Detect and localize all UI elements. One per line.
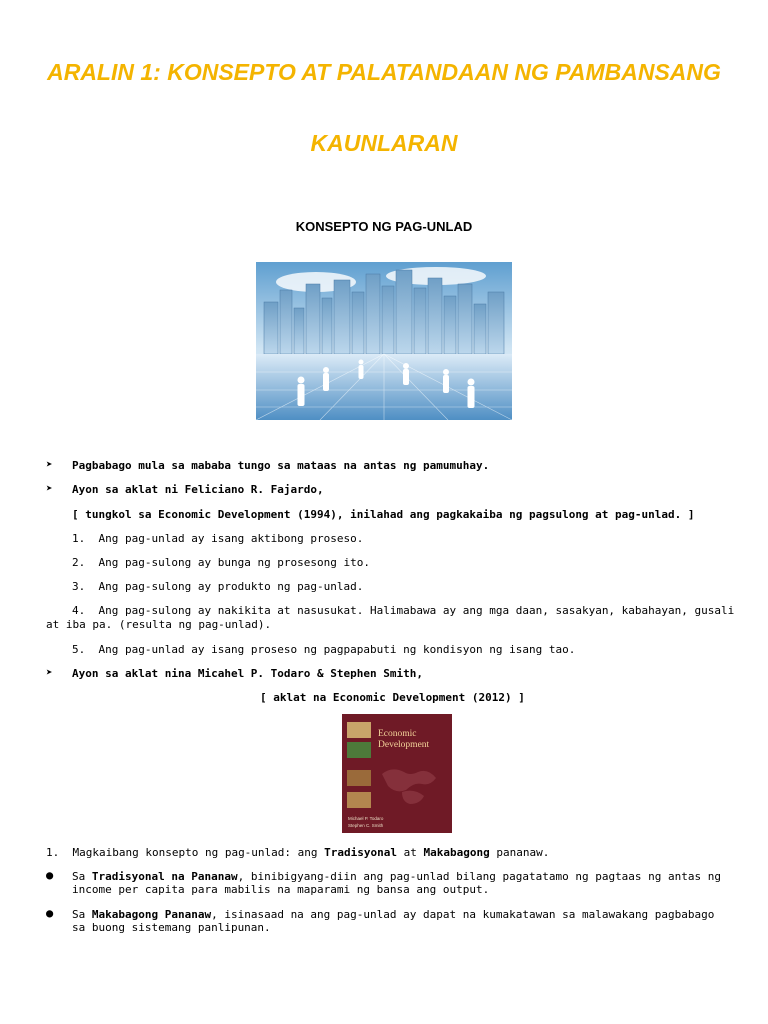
book-title-line1: Economic	[378, 729, 417, 739]
book-author-2: Stephen C. Smith	[348, 823, 384, 828]
concept-line	[46, 845, 549, 860]
concept-bold-1: Tradisyonal	[324, 846, 398, 859]
modern-post: , isinasaad na ang pag-unlad ay dapat na kumakatawan sa malawakang pagbabago	[211, 908, 715, 921]
list-text: Ang pag-sulong ay nakikita at nasusukat. Halimabawa ay ang mga daan, sasakyan, kabahayan, gusali	[98, 604, 735, 617]
book-title-line2: Development	[378, 740, 430, 750]
list-item-1	[72, 531, 363, 546]
traditional-pre: Sa	[72, 870, 92, 883]
concept-number: 1.	[46, 846, 60, 859]
list-item-4-continuation: at iba pa. (resulta ng pag-unlad).	[46, 618, 272, 631]
list-number: 4.	[72, 604, 86, 617]
point-3: Ayon sa aklat nina Micahel P. Todaro & Stephen Smith,	[72, 667, 423, 680]
concept-bold-2: Makabagong	[423, 846, 490, 859]
concept-post: pananaw.	[489, 846, 550, 859]
list-text: Ang pag-sulong ay produkto ng pag-unlad.	[98, 580, 364, 593]
point-2-note-text: [ tungkol sa Economic Development (1994), inilahad ang pagkakaiba ng pagsulong at pag-unlad. ]	[72, 508, 695, 521]
list-number: 3.	[72, 580, 86, 593]
list-item-5	[72, 642, 575, 657]
list-number: 2.	[72, 556, 86, 569]
list-item-2	[72, 555, 370, 570]
modern-bold: Makabagong Pananaw	[91, 908, 212, 921]
point-2-note	[72, 507, 695, 522]
dot-bullet-icon: ●	[46, 868, 54, 882]
book-author-1: Michael P. Todaro	[348, 816, 384, 821]
book-cover-image	[342, 714, 452, 833]
arrow-bullet-icon: ➤	[46, 482, 53, 495]
section-heading: KONSEPTO NG PAG-UNLAD	[295, 219, 473, 234]
modern-view-line2: sa buong sistemang panlipunan.	[72, 921, 271, 934]
list-number: 1.	[72, 532, 86, 545]
concept-pre: Magkaibang konsepto ng pag-unlad: ang	[72, 846, 325, 859]
city-business-image	[256, 262, 512, 420]
point-1: Pagbabago mula sa mababa tungo sa mataas na antas ng pamumuhay.	[72, 459, 490, 472]
traditional-bold: Tradisyonal na Pananaw	[91, 870, 238, 883]
traditional-view-line2: income per capita para mabilis na maparami ng bansa ang output.	[72, 883, 490, 896]
concept-mid: at	[397, 846, 424, 859]
arrow-bullet-icon: ➤	[46, 666, 53, 679]
arrow-bullet-icon: ➤	[46, 458, 53, 471]
lesson-title-line2: KAUNLARAN	[310, 130, 458, 156]
modern-pre: Sa	[72, 908, 92, 921]
point-3-note: [ aklat na Economic Development (2012) ]	[260, 691, 525, 704]
traditional-post: , binibigyang-diin ang pag-unlad bilang pagatatamo ng pagtaas ng antas ng	[237, 870, 722, 883]
list-item-3	[72, 579, 363, 594]
list-number: 5.	[72, 643, 86, 656]
dot-bullet-icon: ●	[46, 906, 54, 920]
list-text: Ang pag-sulong ay bunga ng prosesong ito.	[98, 556, 371, 569]
list-text: Ang pag-unlad ay isang proseso ng pagpapabuti ng kondisyon ng isang tao.	[98, 643, 576, 656]
list-item-4	[72, 603, 734, 618]
lesson-title-line1: ARALIN 1: KONSEPTO AT PALATANDAAN NG PAMBANSANG	[47, 59, 721, 85]
point-2: Ayon sa aklat ni Feliciano R. Fajardo,	[72, 483, 324, 496]
list-text: Ang pag-unlad ay isang aktibong proseso.	[98, 532, 364, 545]
